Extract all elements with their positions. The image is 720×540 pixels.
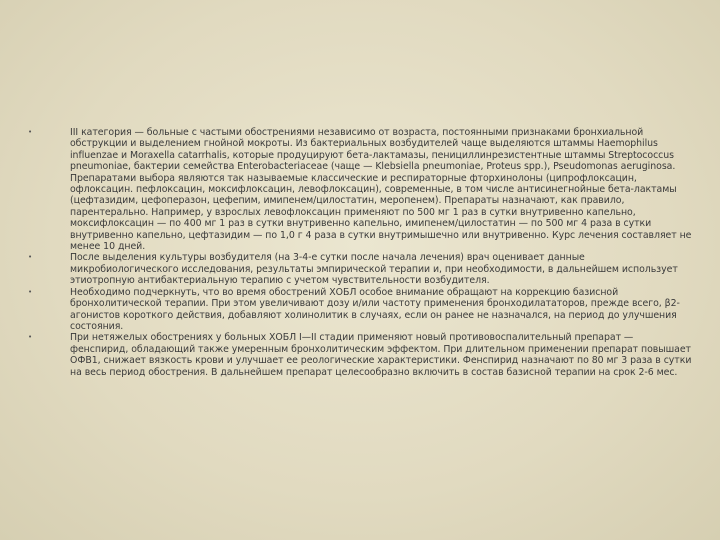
bullet-icon: • <box>28 333 33 342</box>
bullet-text: Необходимо подчеркнуть, что во время обострений ХОБЛ особое внимание обращают на коррекцию базисной бронхолитической терапии. При этом увеличивают дозу и/или частоту применения бронходилататоров, прежде всего, β2-агонистов короткого действия, добавляют холинолитик в случаях, если он ранее не назначался, на период до улучшения состояния. <box>70 286 680 332</box>
bullet-text: После выделения культуры возбудителя (на 3-4-е сутки после начала лечения) врач оценивает данные микробиологического исследования, результаты эмпирической терапии и, при необходимости, в дальнейшем использует этиотропную антибактериальную терапию с учетом чувствительности возбудителя. <box>70 252 678 287</box>
bullet-item-2 <box>28 252 693 286</box>
bullet-icon: • <box>28 253 33 262</box>
bullet-text: III категория — больные с частыми обострениями независимо от возраста, постоянными признаками бронхиальной обструкции и выделением гнойной мокроты. Из бактериальных возбудителей чаще выделяются штаммы Haemophilus influenzae и Moraxella catarrhalis, которые продуцируют бета-лактамазы, пенициллинрезистентные штаммы Streptococcus pneumoniae, бактерии семейства Enterobacteriaceae (чаще — Klebsiella pneumoniae, Proteus spp.), Pseudomonas aeruginosa. Препаратами выбора являются так называемые классические и респираторные фторхинолоны (ципрофлоксацин, офлоксацин. пефлоксацин, моксифлоксацин, левофлоксацин), современные, в том числе антисинегнойные бета-лактамы (цефтазидим, цефоперазон, цефепим, имипенем/цилостатин, меропенем). Препараты назначают, как правило, парентерально. Например, у взрослых левофлоксацин применяют по 500 мг 1 раз в сутки внутривенно капельно, моксифлоксацин — по 400 мг 1 раз в сутки внутривенно капельно, имипенем/цилостатин — по 500 мг 4 раза в сутки внутривенно капельно, цефтазидим — по 1,0 г 4 раза в сутки внутримышечно или внутривенно. Курс лечения составляет не менее 10 дней. <box>70 127 692 253</box>
bullet-item-3 <box>28 287 693 333</box>
bullet-item-4 <box>28 332 693 378</box>
slide-body <box>28 127 693 378</box>
bullet-item-1 <box>28 127 693 252</box>
bullet-icon: • <box>28 128 33 136</box>
bullet-text: При нетяжелых обострениях у больных ХОБЛ I—II стадии применяют новый противовоспалительный препарат — фенспирид, обладающий также умеренным бронхолитическим эффектом. При длительном применении препарат повышает ОФВ1, снижает вязкость крови и улучшает ее реологические характеристики. Фенспирид назначают по 80 мг 3 раза в сутки на весь период обострения. В дальнейшем препарат целесообразно включить в состав базисной терапии на срок 2-6 мес. <box>70 332 692 378</box>
bullet-icon: • <box>28 287 33 296</box>
bullet-list <box>28 127 693 378</box>
